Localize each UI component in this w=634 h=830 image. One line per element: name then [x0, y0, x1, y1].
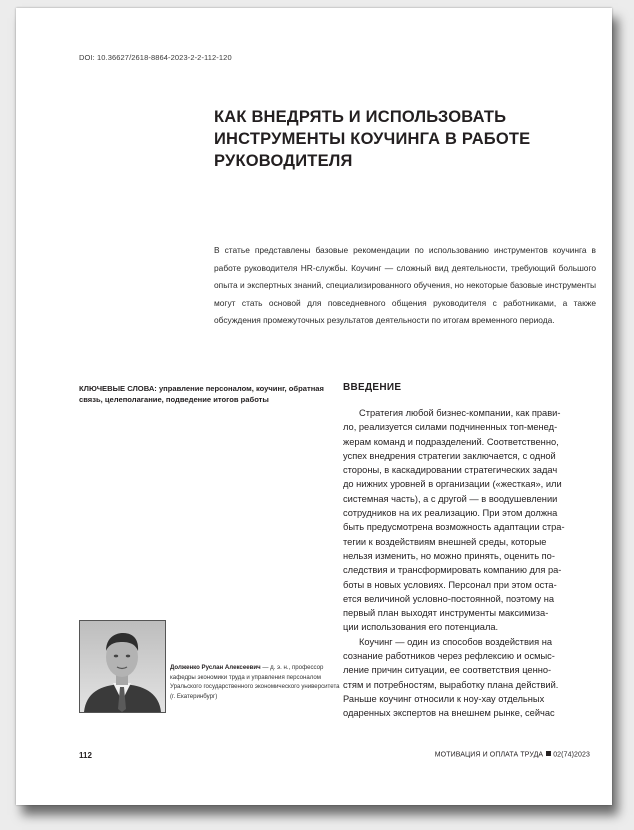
article-title: КАК ВНЕДРЯТЬ И ИСПОЛЬЗОВАТЬ ИНСТРУМЕНТЫ КОУЧИНГА В РАБОТЕ РУКОВОДИТЕЛЯ — [214, 108, 531, 170]
paragraph: Стратегия любой бизнес-компании, как прави- ло, реализуется силами подчиненных топ-менед- жерам команд и подразделений. Соответственно, успех внедрения стратегии заключается, с одной стороны, в каскадировании стратегических задач до нижних уровней в организации («жесткая», или системная часть), а с другой — в воодушевлении сотрудников на их реализацию. При этом должна быть предусмотрена возможность адаптации стра- тегии к воздействиям внешней среды, которые нельзя изменить, но можно принять, оценить по- следствия и трансформировать компанию для ра- боты в новых условиях. Персонал при этом оста- ется величиной условно-постоянной, поэтому на первый план выходят инструменты максимиза- ции использования его потенциала. — [343, 408, 565, 633]
journal-footer — [435, 751, 590, 759]
square-separator-icon — [546, 751, 551, 756]
journal-page — [16, 8, 612, 805]
journal-issue: 02(74)2023 — [553, 751, 590, 759]
author-details: — д. э. н., профессор кафедры экономики труда и управления персоналом Уральского государственного экономического университета (г. Екатеринбург) — [170, 664, 340, 700]
author-name: Долженко Руслан Алексеевич — [170, 664, 261, 671]
body-text — [343, 406, 595, 721]
doi-label: DOI: 10.36627/2618-8864-2023-2-2-112-120 — [79, 53, 232, 62]
section-heading: ВВЕДЕНИЕ — [343, 382, 402, 393]
abstract: В статье представлены базовые рекомендации по использованию инструментов коучинга в работе руководителя HR-службы. Коучинг — сложный вид деятельности, требующий большого опыта и экспертных знаний, специализированного обучения, но некоторые базовые инструменты могут стать основой для повседневного общения руководителя с работниками, а также обсуждения промежуточных результатов деятельности по итогам временного периода. — [214, 245, 596, 326]
paragraph: Коучинг — один из способов воздействия на сознание работников через рефлексию и осмыс- ление причин ситуации, ее соответствия ценно- стям и потребностям, выработку плана действий. Раньше коучинг относили к ноу-хау отдельных одаренных экспертов на внешнем рынке, сейчас — [343, 636, 559, 719]
journal-name: МОТИВАЦИЯ И ОПЛАТА ТРУДА — [434, 751, 544, 759]
page-number: 112 — [79, 751, 92, 760]
keywords: КЛЮЧЕВЫЕ СЛОВА: управление персоналом, коучинг, обратная связь, целеполагание, подведение итогов работы — [79, 384, 324, 404]
author-info — [170, 663, 340, 701]
author-photo — [79, 620, 166, 713]
